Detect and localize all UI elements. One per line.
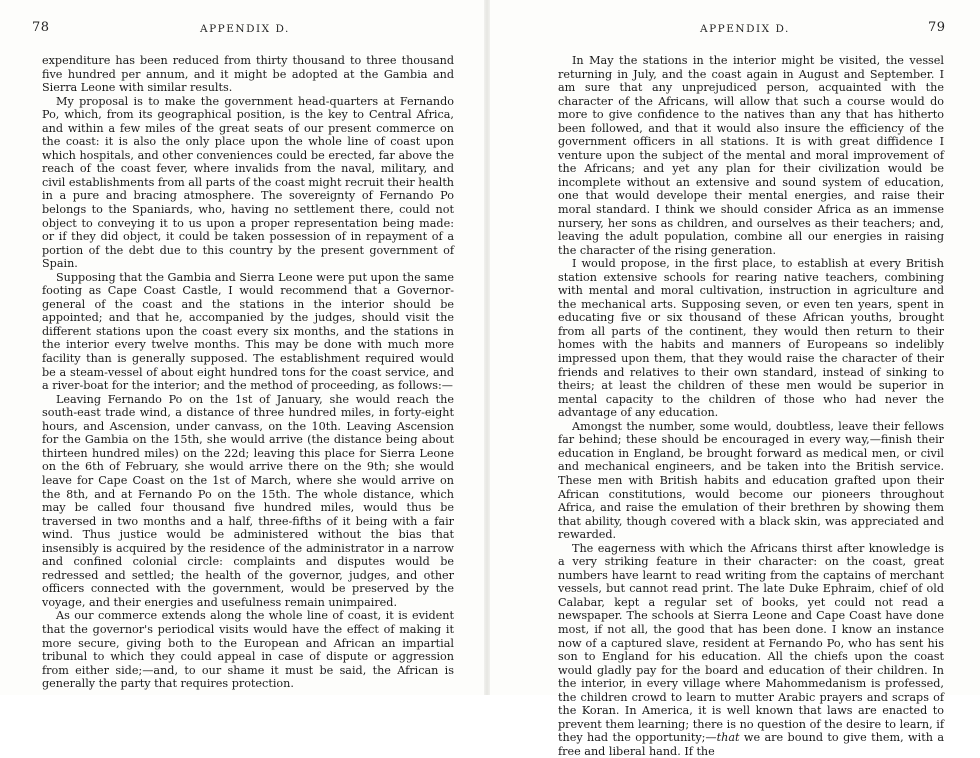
running-head-right: APPENDIX D. xyxy=(700,23,790,35)
paragraph xyxy=(558,542,944,758)
paragraph-tail: we are bound to give them, with a free and liberal hand. If the xyxy=(558,731,944,758)
left-page-body xyxy=(42,54,454,691)
paragraph: My proposal is to make the government head-quarters at Fernando Po, which, from its geographical position, is the key to Central Africa, and within a few miles of the great seats of our present commerce on the coast: it is also the only place upon the whole line of coast upon which hospitals, and other conveniences could be erected, far above the reach of the coast fever, where invalids from the naval, military, and civil establishments from all parts of the coast might recruit their health in a pure and bracing atmosphere. The sovereignty of Fernando Po belongs to the Spaniards, who, having no settlement there, could not object to conveying it to us upon a proper representation being made: or if they did object, it could be taken possession of in repayment of a portion of the debt due to this country by the present government of Spain. xyxy=(42,94,455,271)
paragraph: expenditure has been reduced from thirty thousand to three thousand five hundred per annum, and it might be adopted at the Gambia and Sierra Leone with similar results. xyxy=(42,54,454,95)
paragraph: Supposing that the Gambia and Sierra Leone were put upon the same footing as Cape Coast Castle, I would recommend that a Governor-general of the coast and the stations in the interior should be appointed; and that he, accompanied by the judges, should visit the different stations upon the coast every six months, and the stations in the interior every twelve months. This may be done with much more facility than is generally supposed. The establishment required would be a steam-vessel of about eight hundred tons for the coast service, and a river-boat for the interior; and the method of proceeding, as follows:— xyxy=(42,270,454,393)
paragraph: In May the stations in the interior might be visited, the vessel returning in July, and the coast again in August and September. I am sure that any unprejudiced person, acquainted with the character of the Africans, will allow that such a course would do more to give confidence to the natives than any that has hitherto been followed, and that it would also insure the efficiency of the government officers in all stations. It is with great diffidence I venture upon the subject of the mental and moral improvement of the Africans; and yet any plan for their civilization would be incomplete without an extensive and sound system of education, one that would develope their mental energies, and raise their moral standard. I think we should consider Africa as an immense nursery, her sons as children, and ourselves as their teachers; and, leaving the adult population, combine all our energies in raising the character of the rising generation. xyxy=(558,54,944,257)
paragraph: Leaving Fernando Po on the 1st of January, she would reach the south-east trade wind, a distance of three hundred miles, in forty-eight hours, and Ascension, under canvass, on the 10th. Leaving Ascension for the Gambia on the 15th, she would arrive (the distance being about thirteen hundred miles) on the 22d; leaving this place for Sierra Leone on the 6th of February, she would arrive there on the 9th; she would leave for Cape Coast on the 1st of March, where she would arrive on the 8th, and at Fernando Po on the 15th. The whole distance, which may be called four thousand five hundred miles, would thus be traversed in two months and a half, three-fifths of it being with a fair wind. Thus justice would be administered without the bias that insensibly is acquired by the residence of the administrator in a narrow and confined colonial circle: complaints and disputes would be redressed and settled; the health of the governor, judges, and other officers connected with the government, would be preserved by the voyage, and their energies and usefulness remain unimpaired. xyxy=(42,392,454,609)
paragraph: Amongst the number, some would, doubtless, leave their fellows far behind; these should be encouraged in every way,—finish their education in England, be brought forward as medical men, or civil and mechanical engineers, and be taken into the British service. These men with British habits and education grafted upon their African constitutions, would become our pioneers throughout Africa, and raise the emulation of their brethren by showing them that ability, though covered with a black skin, was appreciated and rewarded. xyxy=(558,419,944,542)
paragraph-text: The eagerness with which the Africans thirst after knowledge is a very striking feature in their character: on the coast, great numbers have learnt to read writing from the captains of merchant vessels, but cannot read print. The late Duke Ephraim, chief of old Calabar, kept a regular set of books, yet could not read a newspaper. The schools at Sierra Leone and Cape Coast have done most, if not all, the good that has been done. I know an instance now of a captured slave, resident at Fernando Po, who has sent his son to England for his education. All the chiefs upon the coast would gladly pay for the board and education of their children. In the interior, in every village where Mahommedanism is professed, the children crowd to learn to mutter Arabic prayers and scraps of the Koran. In America, it is well known that laws are enacted to prevent them learning; there is no question of the desire to learn, if they had the opportunity;— xyxy=(558,541,944,745)
paragraph: As our commerce extends along the whole line of coast, it is evident that the governor's periodical visits would have the effect of making it more secure, giving both to the European and African an impartial tribunal to which they could appeal in case of dispute or aggression from either side;—and, to our shame it must be said, the African is generally the party that requires protection. xyxy=(42,609,454,691)
right-page xyxy=(490,0,980,758)
left-page xyxy=(0,0,485,695)
running-head-left: APPENDIX D. xyxy=(200,23,290,35)
page-number-right: 79 xyxy=(928,20,946,35)
italic-emphasis: that xyxy=(716,731,740,745)
right-page-body xyxy=(558,54,944,758)
paragraph: I would propose, in the first place, to establish at every British station extensive schools for rearing native teachers, combining with mental and moral cultivation, instruction in agriculture and the mechanical arts. Supposing seven, or even ten years, spent in educating five or six thousand of these African youths, brought from all parts of the continent, they would then return to their homes with the habits and manners of Europeans so indelibly impressed upon them, that they would raise the character of their friends and relatives to their own standard, instead of sinking to theirs; at least the children of these men would be superior in mental capacity to the children of those who had never the advantage of any education. xyxy=(558,257,944,420)
page-number-left: 78 xyxy=(32,20,50,35)
